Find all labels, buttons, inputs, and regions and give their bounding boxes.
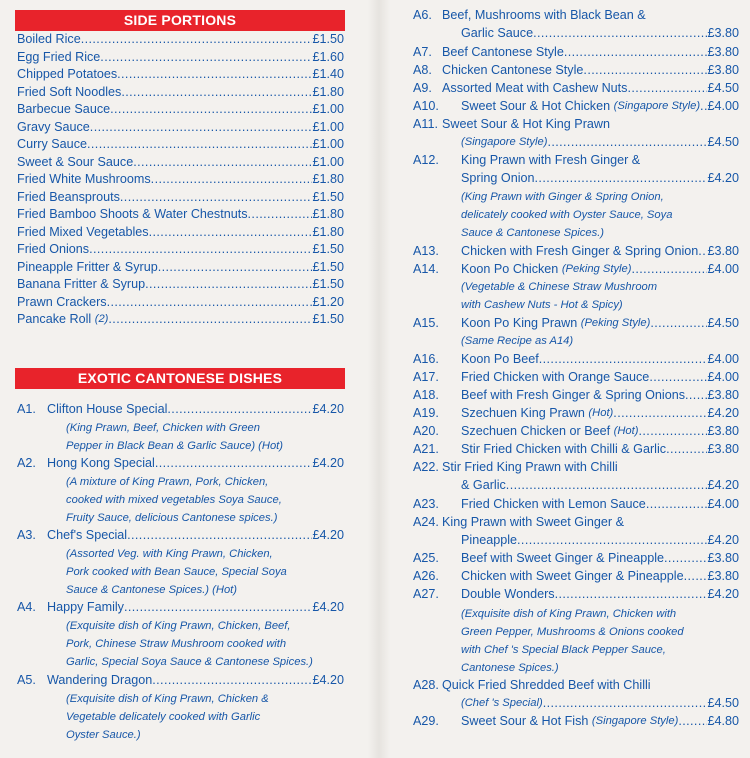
- item-name: Quick Fried Shredded Beef with Chilli: [442, 678, 651, 692]
- side-item: [17, 84, 344, 101]
- item-description: (Exquisite dish of King Prawn, Chicken &: [66, 693, 269, 705]
- menu-item-a19: A19. Szechuen King Prawn (Hot) ..... £4.20: [413, 405, 739, 422]
- menu-item-a2: A2. Hong Kong Special ..... £4.20: [17, 455, 344, 472]
- item-name: Beef Cantonese Style: [442, 45, 564, 59]
- item-price: £1.00: [312, 137, 344, 151]
- item-note: (Peking Style): [561, 263, 632, 275]
- item-price: £4.50: [707, 696, 739, 710]
- item-price: £4.00: [707, 262, 739, 276]
- item-price: £1.00: [312, 154, 344, 169]
- menu-item-a20: A20. Szechuen Chicken or Beef (Hot) ..... £3.80: [413, 423, 739, 440]
- item-name: Chef's Special: [47, 528, 128, 542]
- item-price: £1.60: [312, 49, 344, 64]
- item-price: £4.20: [707, 587, 739, 601]
- item-price: £3.80: [707, 551, 739, 565]
- item-description: (King Prawn with Ginger & Spring Onion,: [461, 191, 664, 203]
- side-item: [17, 49, 344, 66]
- item-name: Fried Beansprouts: [17, 189, 120, 204]
- side-item: [17, 241, 344, 258]
- item-description: Pepper in Black Bean & Garlic Sauce) (Hot): [66, 440, 284, 452]
- side-item: [17, 189, 344, 206]
- menu-item-a11-cont: (Singapore Style) ..... £4.50: [461, 134, 739, 151]
- menu-item-a27: A27. Double Wonders ..... £4.20: [413, 586, 739, 603]
- side-item: [17, 276, 344, 293]
- item-name: Fried Mixed Vegetables: [17, 224, 149, 239]
- side-item: [17, 294, 344, 311]
- item-price: £1.00: [312, 102, 344, 116]
- item-price: £1.50: [312, 32, 344, 46]
- menu-item-a11: A11. Sweet Sour & Hot King Prawn: [413, 117, 610, 131]
- side-item: [17, 259, 344, 276]
- item-note: (Hot): [588, 407, 614, 419]
- menu-item-a8: A8. Chicken Cantonese Style ..... £3.80: [413, 62, 739, 79]
- item-name: Sweet Sour & Hot Fish: [461, 714, 589, 728]
- menu-item-a14: A14. Koon Po Chicken (Peking Style) ..... £4.00: [413, 261, 739, 278]
- menu-item-a16: A16. Koon Po Beef ..... £4.00: [413, 351, 739, 368]
- menu-item-a4: A4. Happy Family ..... £4.20: [17, 599, 344, 616]
- item-price: £4.00: [707, 352, 739, 366]
- item-name: Fried Chicken with Orange Sauce: [461, 370, 650, 384]
- item-name: Chicken Cantonese Style: [442, 63, 584, 77]
- item-price: £4.20: [707, 478, 739, 492]
- item-price: £3.80: [707, 569, 739, 583]
- item-price: £4.20: [312, 402, 344, 416]
- item-price: £4.50: [707, 316, 739, 330]
- side-item: [17, 136, 344, 153]
- side-item: [17, 119, 344, 136]
- item-description: Fruity Sauce, delicious Cantonese spices.): [66, 512, 278, 524]
- item-note: (Singapore Style): [591, 715, 679, 727]
- item-description: with Chef 's Special Black Pepper Sauce,: [461, 644, 666, 656]
- item-description: Oyster Sauce.): [66, 729, 141, 741]
- menu-item-a6: A6. Beef, Mushrooms with Black Bean &: [413, 8, 646, 22]
- item-name: Assorted Meat with Cashew Nuts: [442, 81, 628, 95]
- item-price: £3.80: [707, 388, 739, 402]
- menu-item-a9: A9. Assorted Meat with Cashew Nuts ..... £4.50: [413, 80, 739, 97]
- item-description: (Assorted Veg. with King Prawn, Chicken,: [66, 548, 273, 560]
- item-price: £3.80: [707, 26, 739, 40]
- menu-item-a24-cont: Pineapple ..... £4.20: [461, 532, 739, 549]
- item-price: £3.80: [707, 424, 739, 438]
- menu-item-a24: A24. King Prawn with Sweet Ginger &: [413, 515, 624, 529]
- side-item: [17, 171, 344, 188]
- item-name: Sweet & Sour Sauce: [17, 154, 134, 169]
- item-name: Fried Soft Noodles: [17, 84, 122, 99]
- item-name: Pancake Roll: [17, 312, 92, 326]
- menu-item-a28: A28. Quick Fried Shredded Beef with Chilli: [413, 678, 651, 692]
- item-price: £4.20: [312, 673, 344, 687]
- item-description: Green Pepper, Mushrooms & Onions cooked: [461, 626, 684, 638]
- menu-item-a12: A12. King Prawn with Fresh Ginger &: [413, 153, 641, 167]
- item-name: Curry Sauce: [17, 137, 87, 151]
- item-description: (A mixture of King Prawn, Pork, Chicken,: [66, 476, 269, 488]
- item-description: Pork cooked with Bean Sauce, Special Soya: [66, 566, 287, 578]
- item-name: Banana Fritter & Syrup: [17, 277, 146, 291]
- item-name: Pineapple Fritter & Syrup: [17, 259, 158, 274]
- item-name: Boiled Rice: [17, 32, 81, 46]
- item-name: Szechuen King Prawn: [461, 406, 585, 420]
- exotic-dishes-header: EXOTIC CANTONESE DISHES: [15, 368, 345, 389]
- menu-item-a25: A25. Beef with Sweet Ginger & Pineapple ..... £3.80: [413, 550, 739, 567]
- item-price: £4.20: [707, 406, 739, 420]
- item-name: Szechuen Chicken or Beef: [461, 424, 611, 438]
- item-note: (2): [94, 313, 109, 325]
- item-price: £4.20: [707, 171, 739, 185]
- item-description: Sauce & Cantonese Spices.): [461, 227, 605, 239]
- item-name: Chicken with Fresh Ginger & Spring Onion: [461, 244, 699, 258]
- item-name: Clifton House Special: [47, 402, 168, 416]
- item-name: Wandering Dragon: [47, 673, 153, 687]
- item-price: £3.80: [707, 45, 739, 59]
- menu-item-a7: A7. Beef Cantonese Style ..... £3.80: [413, 44, 739, 61]
- item-name: Chipped Potatoes: [17, 67, 118, 81]
- menu-item-a12-cont: Spring Onion ..... £4.20: [461, 170, 739, 187]
- item-name: Beef with Sweet Ginger & Pineapple: [461, 551, 665, 565]
- item-price: £1.50: [312, 189, 344, 204]
- item-description: (Same Recipe as A14): [461, 335, 574, 347]
- menu-item-a29: A29. Sweet Sour & Hot Fish (Singapore Style) ..... £4.80: [413, 713, 739, 730]
- page-fold: [368, 0, 390, 758]
- item-price: £4.00: [707, 497, 739, 511]
- item-name: Koon Po Chicken: [461, 262, 559, 276]
- side-item: [17, 206, 344, 223]
- item-name: Koon Po King Prawn: [461, 316, 578, 330]
- item-price: £1.80: [312, 224, 344, 239]
- item-description: Pork, Chinese Straw Mushroom cooked with: [66, 638, 287, 650]
- item-name: King Prawn with Fresh Ginger &: [461, 153, 641, 167]
- side-item: [17, 154, 344, 171]
- menu-item-a1: A1. Clifton House Special ..... £4.20: [17, 401, 344, 418]
- item-name: Hong Kong Special: [47, 456, 155, 470]
- item-price: £4.80: [707, 714, 739, 728]
- item-price: £4.20: [312, 456, 344, 470]
- side-item: [17, 66, 344, 83]
- item-price: £1.20: [312, 294, 344, 309]
- item-price: £3.80: [707, 63, 739, 77]
- item-name: Happy Family: [47, 600, 124, 614]
- item-price: £4.20: [312, 600, 344, 614]
- item-price: £3.80: [707, 244, 739, 258]
- item-description: Cantonese Spices.): [461, 662, 559, 674]
- item-note: (Hot): [613, 425, 639, 437]
- item-description: with Cashew Nuts - Hot & Spicy): [461, 299, 623, 311]
- menu-item-a5: A5. Wandering Dragon ..... £4.20: [17, 672, 344, 689]
- item-description: delicately cooked with Oyster Sauce, Soya: [461, 209, 673, 221]
- item-price: £4.20: [707, 533, 739, 547]
- item-name: Barbecue Sauce: [17, 102, 111, 116]
- item-price: £4.00: [707, 370, 739, 384]
- item-name: Koon Po Beef: [461, 352, 539, 366]
- item-name: Sweet Sour & Hot Chicken: [461, 99, 611, 113]
- item-name: Fried White Mushrooms: [17, 172, 151, 186]
- item-description: (King Prawn, Beef, Chicken with Green: [66, 422, 261, 434]
- menu-item-a6-cont: Garlic Sauce ..... £3.80: [461, 25, 739, 42]
- menu-item-a17: A17. Fried Chicken with Orange Sauce ..... £4.00: [413, 369, 739, 386]
- item-price: £4.50: [707, 135, 739, 149]
- menu-item-a10: A10. Sweet Sour & Hot Chicken (Singapore Style) ..... £4.00: [413, 98, 739, 115]
- item-note: (Peking Style): [580, 317, 651, 329]
- item-price: £1.40: [312, 67, 344, 81]
- item-description: (Exquisite dish of King Prawn, Chicken with: [461, 608, 677, 620]
- item-name: Stir Fried King Prawn with Chilli: [442, 460, 618, 474]
- item-price: £4.50: [707, 81, 739, 95]
- item-price: £3.80: [707, 442, 739, 456]
- item-price: £1.80: [312, 84, 344, 99]
- item-name: Double Wonders: [461, 587, 555, 601]
- item-name: King Prawn with Sweet Ginger &: [442, 515, 624, 529]
- menu-item-a13: A13. Chicken with Fresh Ginger & Spring Onion ..... £3.80: [413, 243, 739, 260]
- menu-item-a18: A18. Beef with Fresh Ginger & Spring Onions ..... £3.80: [413, 387, 739, 404]
- item-price: £1.50: [312, 242, 344, 256]
- side-portions-header: SIDE PORTIONS: [15, 10, 345, 31]
- item-description: (Exquisite dish of King Prawn, Chicken, Beef,: [66, 620, 291, 632]
- item-price: £4.00: [707, 99, 739, 113]
- item-price: £1.50: [312, 277, 344, 291]
- item-name: Fried Onions: [17, 242, 90, 256]
- item-name: Prawn Crackers: [17, 294, 107, 309]
- menu-item-a22: A22. Stir Fried King Prawn with Chilli: [413, 460, 618, 474]
- menu-item-a3: A3. Chef's Special ..... £4.20: [17, 527, 344, 544]
- item-price: £4.20: [312, 528, 344, 542]
- item-description: Garlic, Special Soya Sauce & Cantonese Spices.): [66, 656, 313, 668]
- item-note: (Singapore Style): [613, 100, 701, 112]
- item-price: £1.50: [312, 259, 344, 274]
- item-description: Sauce & Cantonese Spices.) (Hot): [66, 584, 238, 596]
- item-name: Beef, Mushrooms with Black Bean &: [442, 8, 646, 22]
- item-name: Fried Chicken with Lemon Sauce: [461, 497, 646, 511]
- side-item: [17, 224, 344, 241]
- item-name: Fried Bamboo Shoots & Water Chestnuts: [17, 207, 248, 221]
- item-name: Chicken with Sweet Ginger & Pineapple: [461, 569, 684, 583]
- menu-item-a23: A23. Fried Chicken with Lemon Sauce ..... £4.00: [413, 496, 739, 513]
- side-item: [17, 31, 344, 48]
- item-name: Egg Fried Rice: [17, 49, 101, 64]
- item-name: Sweet Sour & Hot King Prawn: [442, 117, 610, 131]
- item-description: cooked with mixed vegetables Soya Sauce,: [66, 494, 282, 506]
- menu-item-a22-cont: & Garlic ..... £4.20: [461, 477, 739, 494]
- menu-item-a21: A21. Stir Fried Chicken with Chilli & Garlic ..... £3.80: [413, 441, 739, 458]
- item-price: £1.80: [312, 207, 344, 221]
- item-name: Stir Fried Chicken with Chilli & Garlic: [461, 442, 667, 456]
- menu-item-a28-cont: (Chef 's Special) ..... £4.50: [461, 695, 739, 712]
- item-price: £1.80: [312, 172, 344, 186]
- menu-item-a26: A26. Chicken with Sweet Ginger & Pineapple ..... £3.80: [413, 568, 739, 585]
- item-description: Vegetable delicately cooked with Garlic: [66, 711, 261, 723]
- side-item: [17, 311, 344, 328]
- side-item: [17, 101, 344, 118]
- item-name: Beef with Fresh Ginger & Spring Onions: [461, 388, 685, 402]
- item-price: £1.00: [312, 119, 344, 134]
- menu-item-a15: A15. Koon Po King Prawn (Peking Style) ..... £4.50: [413, 315, 739, 332]
- item-price: £1.50: [312, 312, 344, 326]
- item-name: Gravy Sauce: [17, 119, 90, 134]
- item-description: (Vegetable & Chinese Straw Mushroom: [461, 281, 658, 293]
